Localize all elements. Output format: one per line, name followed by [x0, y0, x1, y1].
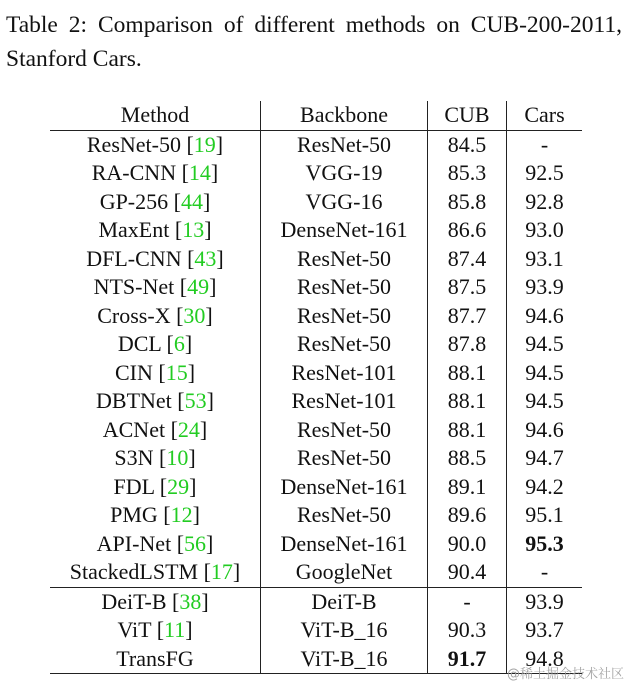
cell-method: GP-256 [44] [50, 188, 261, 217]
cell-cub: 87.7 [428, 302, 507, 331]
cell-backbone: ResNet-50 [261, 130, 428, 159]
citation-link[interactable]: 53 [184, 388, 207, 413]
comparison-table [50, 101, 582, 674]
method-name: TransFG [116, 645, 194, 671]
method-name: ACNet [102, 416, 166, 442]
cell-backbone: ResNet-101 [261, 387, 428, 416]
cell-method [50, 645, 261, 674]
cell-cars: 93.9 [525, 588, 564, 614]
cell-method: DCL [6] [50, 330, 261, 359]
method-name: S3N [114, 445, 154, 470]
cell-method: ViT [11] [50, 616, 261, 645]
cell-cub: 87.5 [428, 273, 507, 302]
cell-cars: 94.6 [525, 416, 564, 442]
cell-method: MaxEnt [13] [50, 216, 261, 245]
cell-cub: 87.4 [428, 245, 507, 274]
citation-link[interactable]: 43 [194, 245, 217, 271]
cell-backbone: ResNet-50 [261, 245, 428, 274]
table-row [50, 130, 582, 159]
cell-cars: 93.9 [525, 274, 564, 299]
cell-backbone: DenseNet-161 [261, 473, 428, 502]
cell-cars: - [540, 131, 549, 157]
cell-cars: 93.1 [525, 245, 564, 271]
cell-cars: 93.0 [525, 217, 564, 242]
method-name: FDL [113, 473, 155, 499]
cell-backbone: ResNet-50 [261, 444, 428, 473]
cell-method: Cross-X [30] [50, 302, 261, 331]
citation-link[interactable]: 38 [179, 588, 202, 614]
cell-cub: 89.6 [428, 501, 507, 530]
cell-method: DBTNet [53] [50, 387, 261, 416]
table-row [50, 330, 582, 359]
cell-method: StackedLSTM [17] [50, 558, 261, 587]
cell-cub: 91.7 [428, 645, 507, 674]
cell-backbone: GoogleNet [261, 558, 428, 587]
citation-link[interactable]: 11 [164, 617, 186, 642]
cell-backbone: ResNet-50 [261, 330, 428, 359]
cell-backbone: VGG-16 [261, 188, 428, 217]
cell-method: PMG [12] [50, 501, 261, 530]
method-name: RA-CNN [91, 160, 177, 185]
citation-link[interactable]: 6 [173, 331, 185, 356]
cell-cub: 90.0 [428, 530, 507, 559]
citation-link[interactable]: 17 [210, 559, 233, 584]
cell-cars: 94.5 [525, 359, 564, 385]
cell-cub: 87.8 [428, 330, 507, 359]
method-name: GP-256 [99, 188, 169, 214]
method-name: MaxEnt [98, 217, 170, 242]
cell-backbone: ResNet-50 [261, 501, 428, 530]
watermark-text: @稀土掘金技术社区 [506, 667, 624, 682]
cell-method: S3N [10] [50, 444, 261, 473]
cell-cars: 92.8 [525, 188, 564, 214]
cell-method: DFL-CNN [43] [50, 245, 261, 274]
cell-cub: 90.4 [428, 558, 507, 587]
cell-cars: 94.5 [525, 331, 564, 356]
cell-cars: 95.3 [525, 530, 564, 556]
table-row [50, 558, 582, 587]
citation-link[interactable]: 30 [183, 302, 206, 328]
table-row [50, 587, 582, 616]
table-row [50, 530, 582, 559]
cell-backbone: VGG-19 [261, 159, 428, 188]
header-cars: Cars [524, 102, 565, 127]
cell-cars: 92.5 [525, 160, 564, 185]
cell-method: DeiT-B [38] [50, 587, 261, 616]
header-cub: CUB [428, 101, 507, 130]
table-row [50, 245, 582, 274]
table-row [50, 444, 582, 473]
cell-cars: 94.7 [525, 445, 564, 470]
cell-backbone: ResNet-101 [261, 359, 428, 388]
cell-backbone: ViT-B_16 [261, 645, 428, 674]
table-caption: Table 2: Comparison of different methods on CUB-200-2011, Stanford Cars. [6, 12, 622, 72]
cell-backbone: DenseNet-161 [261, 530, 428, 559]
cell-cars: 94.8 [525, 645, 564, 671]
cell-cub: 84.5 [428, 130, 507, 159]
citation-link[interactable]: 19 [193, 131, 216, 157]
table-row [50, 273, 582, 302]
citation-link[interactable]: 13 [182, 217, 205, 242]
cell-method: ResNet-50 [19] [50, 130, 261, 159]
method-name: API-Net [96, 530, 172, 556]
cell-cars: 93.7 [525, 617, 564, 642]
citation-link[interactable]: 14 [188, 160, 211, 185]
cell-cars: 94.2 [525, 473, 564, 499]
method-name: NTS-Net [93, 274, 175, 299]
table-row [50, 501, 582, 530]
table-row [50, 359, 582, 388]
cell-cub: 85.3 [428, 159, 507, 188]
method-name: DFL-CNN [86, 245, 182, 271]
cell-cars: - [540, 559, 549, 584]
citation-link[interactable]: 10 [166, 445, 189, 470]
cell-cub: 89.1 [428, 473, 507, 502]
cell-cub: 88.1 [428, 387, 507, 416]
cell-cub: 86.6 [428, 216, 507, 245]
citation-link[interactable]: 44 [180, 188, 203, 214]
cell-method: API-Net [56] [50, 530, 261, 559]
table-row [50, 216, 582, 245]
table-row [50, 159, 582, 188]
comparison-table-container [50, 101, 579, 674]
method-name: DeiT-B [101, 588, 167, 614]
cell-backbone: ResNet-50 [261, 273, 428, 302]
method-name: DBTNet [96, 388, 172, 413]
cell-backbone: ResNet-50 [261, 302, 428, 331]
table-row [50, 416, 582, 445]
cell-cub: 88.5 [428, 444, 507, 473]
cell-method: RA-CNN [14] [50, 159, 261, 188]
cell-backbone: ViT-B_16 [261, 616, 428, 645]
method-name: ViT [117, 617, 152, 642]
cell-cars: 94.5 [525, 388, 564, 413]
citation-link[interactable]: 29 [167, 473, 190, 499]
method-name: StackedLSTM [69, 559, 199, 584]
method-name: CIN [114, 359, 153, 385]
cell-cub: 85.8 [428, 188, 507, 217]
cell-backbone: DenseNet-161 [261, 216, 428, 245]
cell-backbone: DeiT-B [261, 587, 428, 616]
table-row [50, 645, 582, 674]
table-row [50, 616, 582, 645]
table-row [50, 387, 582, 416]
method-name: PMG [110, 502, 158, 527]
cell-cub: 88.1 [428, 416, 507, 445]
citation-link[interactable]: 24 [177, 416, 200, 442]
citation-link[interactable]: 12 [170, 502, 193, 527]
cell-cars: 95.1 [525, 502, 564, 527]
citation-link[interactable]: 49 [187, 274, 210, 299]
header-method: Method [50, 101, 261, 130]
table-row [50, 302, 582, 331]
cell-cars: 94.6 [525, 302, 564, 328]
citation-link[interactable]: 15 [165, 359, 188, 385]
table-body [50, 130, 582, 674]
cell-cub: 88.1 [428, 359, 507, 388]
cell-cub: 90.3 [428, 616, 507, 645]
cell-method: FDL [29] [50, 473, 261, 502]
cell-method: ACNet [24] [50, 416, 261, 445]
cell-cub: - [428, 587, 507, 616]
table-row [50, 188, 582, 217]
cell-method: CIN [15] [50, 359, 261, 388]
header-backbone: Backbone [261, 101, 428, 130]
cell-method: NTS-Net [49] [50, 273, 261, 302]
table-header-row [50, 101, 582, 130]
method-name: ResNet-50 [86, 131, 181, 157]
method-name: Cross-X [97, 302, 171, 328]
method-name: DCL [117, 331, 162, 356]
table-row [50, 473, 582, 502]
citation-link[interactable]: 56 [184, 530, 207, 556]
cell-backbone: ResNet-50 [261, 416, 428, 445]
